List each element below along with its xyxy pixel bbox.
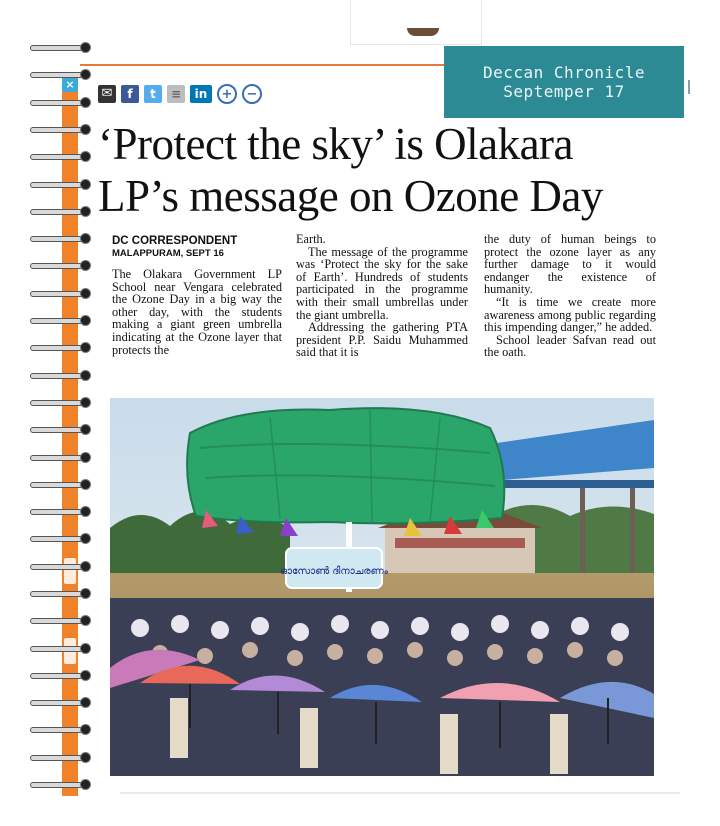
binding-ring bbox=[30, 97, 92, 107]
close-icon[interactable]: × bbox=[62, 78, 78, 92]
binding-ring bbox=[30, 69, 92, 79]
binding-ring bbox=[30, 643, 92, 653]
article-photo bbox=[110, 398, 654, 776]
facebook-icon[interactable]: f bbox=[121, 85, 139, 103]
binding-ring bbox=[30, 615, 92, 625]
photo-banner-text: ഓസോൺ ദിനാചരണം bbox=[280, 566, 388, 577]
paragraph: Addressing the gathering PTA president P.P. Saidu Muhammed said that it is bbox=[296, 320, 468, 360]
twitter-icon[interactable]: t bbox=[144, 85, 162, 103]
paragraph: Earth. bbox=[296, 232, 326, 246]
binding-ring bbox=[30, 533, 92, 543]
spiral-binding bbox=[0, 0, 100, 826]
top-rule bbox=[80, 64, 460, 66]
zoom-out-icon[interactable]: − bbox=[242, 84, 262, 104]
binding-ring bbox=[30, 424, 92, 434]
article-column-2 bbox=[296, 233, 468, 359]
source-name: Deccan Chronicle bbox=[482, 63, 646, 82]
binding-ring bbox=[30, 670, 92, 680]
paragraph: The message of the programme was ‘Protect the sky for the sake of Earth’. Hundreds of students participated in the programme with their small umbrellas under the giant umbrella. bbox=[296, 244, 468, 322]
binding-ring bbox=[30, 561, 92, 571]
headline-line: LP’s message on Ozone Day bbox=[98, 171, 603, 221]
binding-ring bbox=[30, 697, 92, 707]
share-toolbar bbox=[98, 84, 262, 104]
binding-ring bbox=[30, 124, 92, 134]
binding-ring bbox=[30, 288, 92, 298]
binding-ring bbox=[30, 479, 92, 489]
binding-ring bbox=[30, 42, 92, 52]
article-headline bbox=[98, 118, 678, 222]
headline-line: ‘Protect the sky’ is Olakara bbox=[98, 119, 574, 169]
page-shadow bbox=[120, 792, 680, 794]
binding-ring bbox=[30, 179, 92, 189]
binding-ring bbox=[30, 151, 92, 161]
event-photo bbox=[110, 398, 654, 776]
binding-ring bbox=[30, 752, 92, 762]
binding-ring bbox=[30, 397, 92, 407]
paragraph: “It is time we create more awareness among public regarding this impending danger,” he added. bbox=[484, 294, 656, 335]
binding-ring bbox=[30, 370, 92, 380]
paragraph: The Olakara Government LP School near Vengara celebrated the Ozone Day in a big way the other day, with the students making a giant green umbrella indicating at the Ozone layer that protects the bbox=[112, 267, 282, 357]
print-icon[interactable]: ≡ bbox=[167, 85, 185, 103]
article-column-1 bbox=[112, 268, 282, 356]
source-banner bbox=[444, 46, 684, 118]
binding-ring bbox=[30, 779, 92, 789]
zoom-in-icon[interactable]: + bbox=[217, 84, 237, 104]
linkedin-icon[interactable]: in bbox=[190, 85, 212, 103]
article-column-3 bbox=[484, 233, 656, 359]
binding-ring bbox=[30, 506, 92, 516]
paragraph: School leader Safvan read out the oath. bbox=[484, 332, 656, 360]
binding-ring bbox=[30, 233, 92, 243]
byline: DC CORRESPONDENT bbox=[112, 235, 238, 247]
binding-ring bbox=[30, 260, 92, 270]
binding-ring bbox=[30, 342, 92, 352]
binding-ring bbox=[30, 206, 92, 216]
top-photo-thumbnail bbox=[350, 0, 482, 45]
mail-icon[interactable]: ✉ bbox=[98, 85, 116, 103]
binding-ring bbox=[30, 588, 92, 598]
binding-ring bbox=[30, 452, 92, 462]
edge-marker bbox=[688, 80, 690, 94]
dateline: MALAPPURAM, SEPT 16 bbox=[112, 248, 224, 259]
binding-ring bbox=[30, 724, 92, 734]
binding-ring bbox=[30, 315, 92, 325]
paragraph: the duty of human beings to protect the ozone layer as any further damage to it would endanger the existence of humanity. bbox=[484, 232, 656, 297]
source-date: Septemper 17 bbox=[503, 82, 625, 101]
